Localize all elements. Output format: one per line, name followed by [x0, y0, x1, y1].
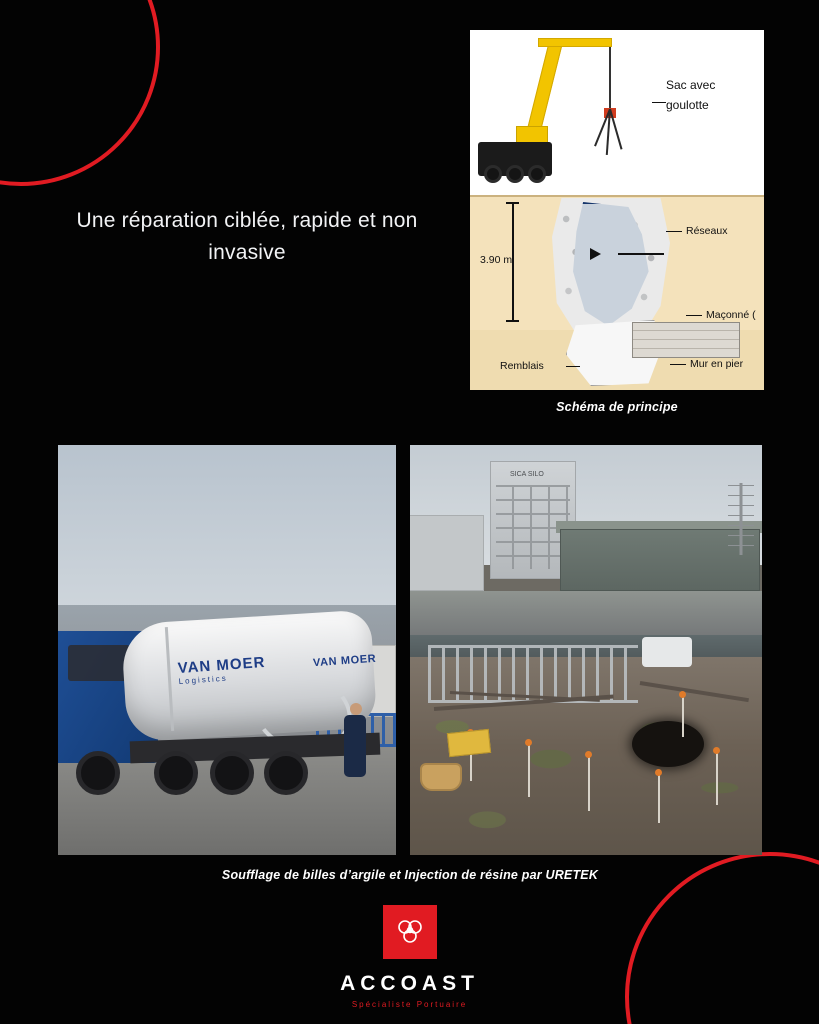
photo-truck-wheel — [76, 751, 120, 795]
schema-stone-wall-label: Mur en pier — [690, 358, 744, 370]
schema-caption: Schéma de principe — [556, 400, 678, 414]
crane-jib-icon — [538, 38, 612, 47]
photo-site-tower-sign: SICA SILO — [510, 471, 544, 478]
schema-networks-label: Réseaux — [686, 225, 728, 237]
photo-site-injection-rod — [588, 757, 590, 811]
bag-pointer-line — [618, 253, 664, 255]
photo-site-injection-rod-marker — [525, 739, 532, 746]
photo-site-basket — [420, 763, 462, 791]
photo-truck-worker-head — [350, 703, 362, 715]
schema-wall-leader — [670, 364, 686, 365]
photo-truck-brand-sub: Logistics — [178, 673, 229, 687]
accoast-mark-icon — [383, 905, 437, 959]
photo-truck-cab-window — [68, 645, 130, 681]
photo-site-pylon — [728, 483, 754, 555]
schema-bag-leader — [652, 102, 666, 103]
schema-depth-label: 3.90 m — [480, 254, 513, 266]
schema-illustration — [470, 30, 764, 390]
decorative-arc-top-left — [0, 0, 160, 186]
photo-site-quay — [410, 591, 762, 635]
schema-bag-label-line2: goulotte — [666, 98, 709, 112]
photo-truck-wheel — [154, 751, 198, 795]
crane-cable-icon — [609, 47, 611, 109]
crane-wheel-icon — [484, 165, 502, 183]
photo-site-injection-rod-marker — [585, 751, 592, 758]
photo-site-injection-rod — [528, 745, 530, 797]
photo-site-left-building — [410, 515, 484, 591]
photo-site-vegetation — [410, 695, 762, 855]
depth-dimension-cap-top — [506, 202, 519, 204]
schema-ground-line — [470, 195, 764, 197]
page-title: Une réparation ciblée, rapide et non invasive — [76, 209, 418, 264]
photo-truck-sky — [58, 445, 396, 617]
photo-site-injection-rod — [682, 697, 684, 737]
schema-masonry-label: Maçonné ( — [706, 309, 756, 321]
photo-truck-brand-logo-rear: VAN MOER — [312, 652, 377, 670]
photo-truck-brand-name: VAN MOER — [177, 653, 266, 678]
schema-backfill-label: Remblais — [500, 360, 544, 372]
schema-masonry-leader — [686, 315, 702, 316]
schema-networks-leader — [666, 231, 682, 232]
photo-site — [410, 445, 762, 855]
photo-site-injection-rod-marker — [713, 747, 720, 754]
photo-site-injection-rod — [658, 775, 660, 823]
photos-caption: Soufflage de billes d’argile et Injection de résine par URETEK — [221, 868, 599, 882]
photo-site-van — [642, 637, 692, 667]
photo-site-injection-rod — [716, 753, 718, 805]
photo-site-injection-rod-marker — [679, 691, 686, 698]
photo-site-excavation-hole — [632, 721, 704, 767]
photo-site-equipment-box — [447, 729, 491, 757]
schema-backfill-leader — [566, 366, 580, 367]
depth-dimension-cap-bottom — [506, 320, 519, 322]
photo-truck-worker — [344, 715, 366, 777]
crane-wheel-icon — [528, 165, 546, 183]
depth-dimension-line — [512, 202, 514, 320]
schema-canvas — [470, 30, 764, 390]
brand-name: ACCOAST — [340, 972, 479, 995]
schema-bag-label-line1: Sac avec — [666, 78, 716, 92]
brand-logo — [0, 905, 819, 1009]
photo-truck-wheel — [264, 751, 308, 795]
photo-site-injection-rod-marker — [655, 769, 662, 776]
masonry-shape — [632, 322, 740, 358]
brand-tagline: Spécialiste Portuaire — [351, 1000, 468, 1009]
crane-wheel-icon — [506, 165, 524, 183]
photo-truck — [58, 445, 396, 855]
crane-body-icon — [478, 142, 552, 176]
photo-truck-wheel — [210, 751, 254, 795]
bag-pointer-arrow-icon — [590, 248, 601, 260]
